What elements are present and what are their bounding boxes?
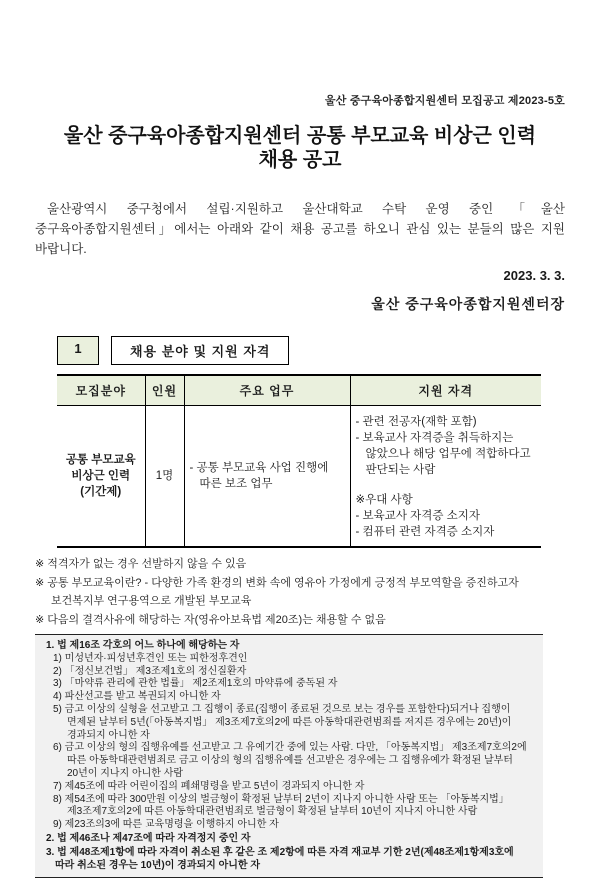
legal-subitem: 5) 금고 이상의 실형을 선고받고 그 집행이 종료(집행이 종료된 것으로 보는 경우를 포함한다)되거나 집행이 면제된 날부터 5년(「아동복지법」 제3조제7호의2에 따른 아동학대관련범죄를 저지른 경우에는 20년)이 경과되지 아니한 자 xyxy=(53,703,512,741)
preferred-item: - 컴퓨터 관련 자격증 소지자 xyxy=(355,526,495,538)
section-number-badge: 1 xyxy=(57,336,99,365)
intro-paragraph: 울산광역시 중구청에서 설립·지원하고 울산대학교 수탁 운영 중인 「울산 중구육아종합지원센터」에서는 아래와 같이 채용 공고를 하오니 관심 있는 분들의 많은 지원 바랍니다. xyxy=(35,202,565,256)
doc-number: 울산 중구육아종합지원센터 모집공고 제2023-5호 xyxy=(324,95,565,107)
announcement-date: 2023. 3. 3. xyxy=(503,268,565,283)
qualification-item: - 관련 전공자(재학 포함) xyxy=(355,416,477,428)
headcount-cell: 1명 xyxy=(145,406,184,548)
duty-cell xyxy=(184,406,350,548)
page-title-line2: 채용 공고 xyxy=(258,149,342,171)
page-title xyxy=(35,124,565,172)
legal-subitem: 1) 미성년자·피성년후견인 또는 피한정후견인 xyxy=(53,652,248,664)
recruit-field-cell xyxy=(57,406,145,548)
recruit-field-line: 공통 부모교육 xyxy=(65,454,136,466)
col-header-headcount: 인원 xyxy=(145,375,184,406)
note-item: ※ 다음의 결격사유에 해당하는 자(영유아보육법 제20조)는 채용할 수 없음 xyxy=(35,613,386,626)
legal-item: 2. 법 제46조나 제47조에 따라 자격정지 중인 자 xyxy=(46,832,251,844)
section-title: 채용 분야 및 지원 자격 xyxy=(111,336,289,365)
legal-subitem: 6) 금고 이상의 형의 집행유예를 선고받고 그 유예기간 중에 있는 사람. 다만, 「아동복지법」 제3조제7호의2에 따른 아동학대관련범죄로 금고 이상의 형의 집행유예를 선고받은 경우에는 그 집행유예가 확정된 날부터 20년이 지나지 아니한 사람 xyxy=(53,742,527,779)
legal-subitem: 3) 「마약류 관리에 관한 법률」 제2조제1호의 마약류에 중독된 자 xyxy=(53,678,338,690)
legal-subitem: 9) 제23조의3에 따른 교육명령을 이행하지 아니한 자 xyxy=(53,819,279,831)
signer-name: 울산 중구육아종합지원센터장 xyxy=(371,296,565,312)
preferred-title: ※우대 사항 xyxy=(355,494,413,506)
recruit-field-line: 비상근 인력 xyxy=(71,470,131,482)
col-header-duty: 주요 업무 xyxy=(184,375,350,406)
note-item: ※ 공통 부모교육이란? - 다양한 가족 환경의 변화 속에 영유아 가정에게 긍정적 부모역할을 증진하고자 보건복지부 연구용역으로 개발된 부모교육 xyxy=(35,576,519,607)
duty-text: - 공통 부모교육 사업 진행에 따른 보조 업무 xyxy=(189,462,329,490)
page-title-line1: 울산 중구육아종합지원센터 공통 부모교육 비상근 인력 xyxy=(63,125,537,147)
legal-subitem: 8) 제54조에 따라 300만원 이상의 벌금형이 확정된 날부터 2년이 지나지 아니한 사람 또는 「아동복지법」 제3조제7호의2에 따른 아동학대관련범죄로 벌금형이 확정된 날부터 10년이 지나지 아니한 사람 xyxy=(53,793,509,818)
table-header-row xyxy=(57,375,541,406)
legal-subitem: 7) 제45조에 따라 어린이집의 폐쇄명령을 받고 5년이 경과되지 아니한 자 xyxy=(53,780,365,792)
qualification-item: - 보육교사 자격증을 취득하지는 않았으나 해당 업무에 적합하다고 판단되는 사람 xyxy=(355,432,531,476)
legal-item: 1. 법 제16조 각호의 어느 하나에 해당하는 자 xyxy=(46,640,240,651)
legal-item: 3. 법 제48조제1항에 따라 자격이 취소된 후 같은 조 제2항에 따른 자격 재교부 기한 2년(제48조제1항제3호에 따라 취소된 경우는 10년)이 경과되지 아니한 자 xyxy=(46,846,514,871)
preferred-item: - 보육교사 자격증 소지자 xyxy=(355,510,481,522)
section-header xyxy=(57,336,565,365)
legal-subitem: 4) 파산선고를 받고 복권되지 아니한 자 xyxy=(53,691,221,703)
recruitment-table xyxy=(57,374,541,548)
disqualification-box xyxy=(35,634,543,878)
note-item: ※ 적격자가 없는 경우 선발하지 않을 수 있음 xyxy=(35,558,247,570)
col-header-qualification: 지원 자격 xyxy=(350,375,541,406)
col-header-field: 모집분야 xyxy=(57,375,145,406)
recruit-field-line: (기간제) xyxy=(80,486,122,498)
qualifications-cell xyxy=(350,406,541,548)
notes-list xyxy=(35,555,565,629)
table-row xyxy=(57,406,541,548)
legal-subitem: 2) 「정신보건법」 제3조제1호의 정신질환자 xyxy=(53,665,247,677)
